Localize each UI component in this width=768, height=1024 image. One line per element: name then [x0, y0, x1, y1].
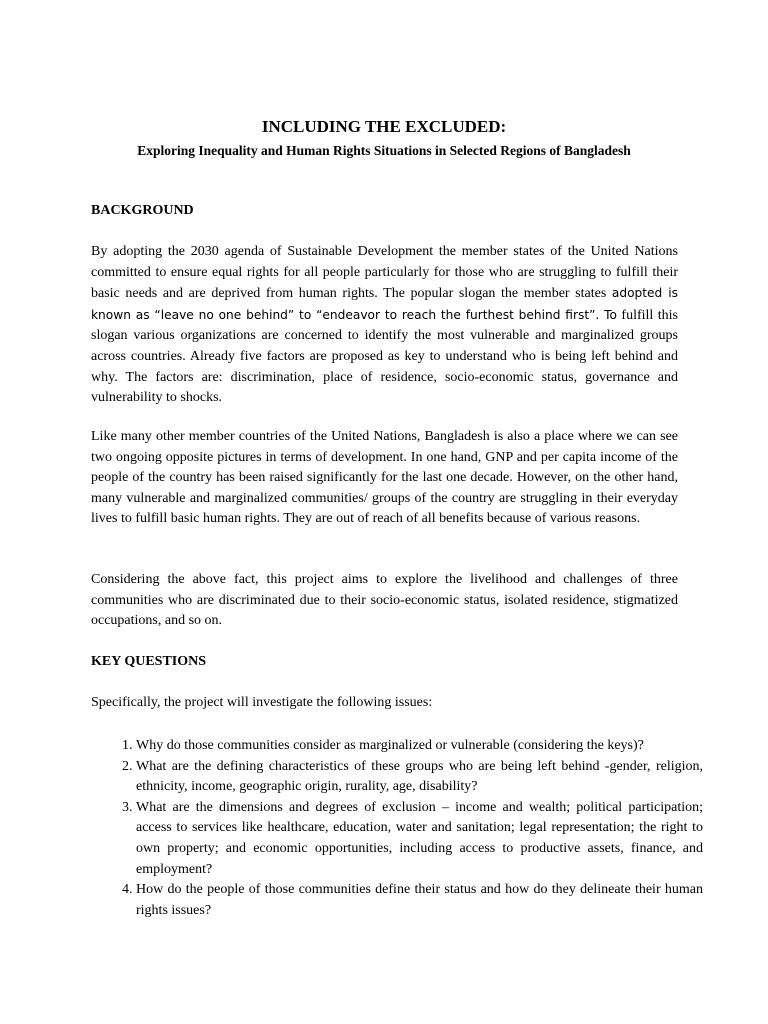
document-title: INCLUDING THE EXCLUDED:	[261, 117, 507, 136]
background-paragraph-3: Considering the above fact, this project aims to explore the livelihood and challenges of three communities who are discriminated due to their socio-economic status, isolated residence, stigmatized occupations, and so on.	[91, 572, 678, 629]
key-questions-heading: KEY QUESTIONS	[91, 654, 207, 669]
background-paragraph-2: Like many other member countries of the United Nations, Bangladesh is also a place where we can see two ongoing opposite pictures in terms of development. In one hand, GNP and per capita income of the people of the country has been raised significantly for the last one decade. However, on the other hand, many vulnerable and marginalized communities/ groups of the country are struggling in their everyday lives to fulfill basic human rights. They are out of reach of all benefits because of various reasons.	[91, 429, 678, 527]
slogan-text: adopted is known as “leave no one behind” to “endeavor to reach the furthest behind first”. To	[91, 286, 678, 322]
background-heading: BACKGROUND	[91, 203, 194, 218]
background-paragraph-1-text-a: By adopting the 2030 agenda of Sustainable Development the member states of the United Nations committed to ensure equal rights for all people particularly for those who are struggling to fulfill their basic needs and are deprived from human rights. The popular slogan the member states	[91, 244, 678, 302]
background-paragraph-1-text-b: fulfill this slogan various organizations are concerned to identify the most vulnerable and marginalized groups across countries. Already five factors are proposed as key to understand who is being left behind and why. The factors are: discrimination, place of residence, socio-economic status, governance and vulnerability to shocks.	[91, 307, 678, 406]
list-item: 1. Why do those communities consider as marginalized or vulnerable (considering the keys)?	[136, 736, 703, 757]
document-subtitle: Exploring Inequality and Human Rights Situations in Selected Regions of Bangladesh	[137, 143, 631, 158]
background-paragraph-1	[91, 242, 678, 409]
key-questions-intro: Specifically, the project will investigate the following issues:	[91, 695, 433, 710]
list-item: 4. How do the people of those communities define their status and how do they delineate their human rights issues?	[136, 880, 703, 921]
list-item: 2. What are the defining characteristics of these groups who are being left behind -gender, religion, ethnicity, income, geographic origin, rurality, age, disability?	[136, 757, 703, 798]
list-item: 3. What are the dimensions and degrees of exclusion – income and wealth; political participation; access to services like healthcare, education, water and sanitation; legal representation; the right to own property; and economic opportunities, including access to productive assets, finance, and employment?	[136, 798, 703, 880]
key-questions-list	[111, 736, 703, 921]
